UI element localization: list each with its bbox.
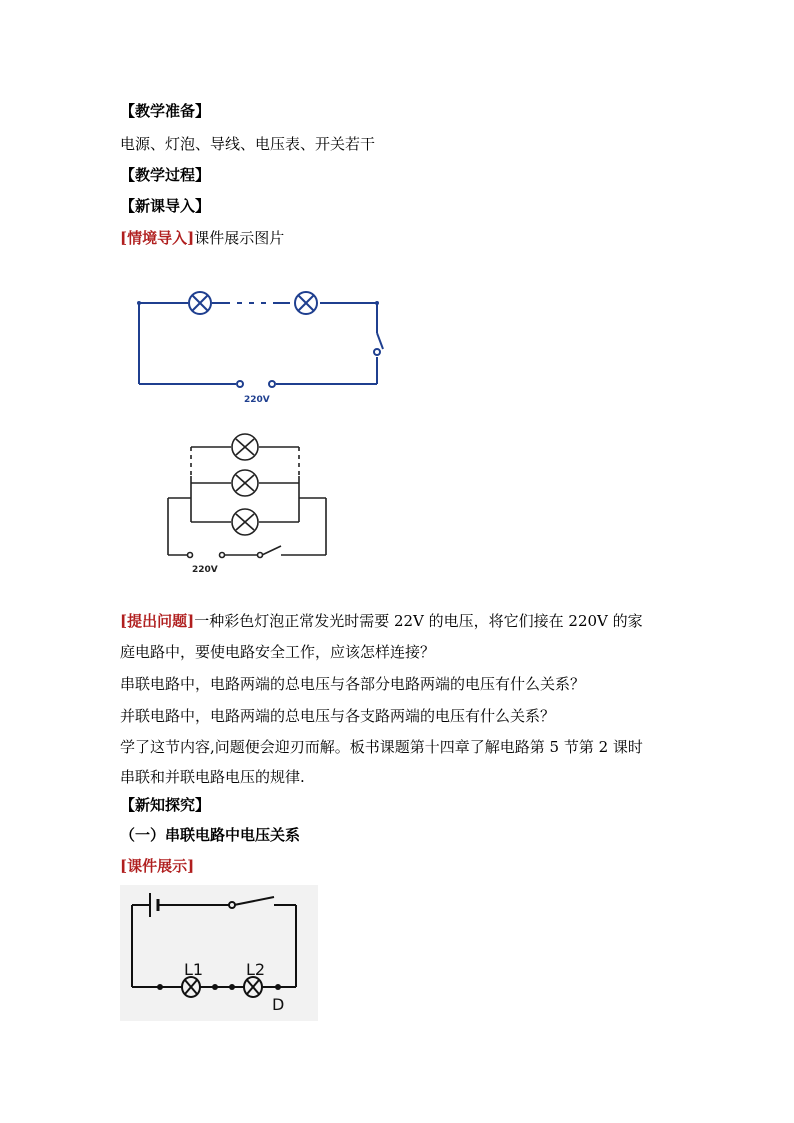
switch-blade xyxy=(377,333,383,349)
node xyxy=(212,984,218,990)
switch-contact xyxy=(229,902,235,908)
subheading-series-voltage: （一）串联电路中电压关系 xyxy=(120,826,301,844)
lamp-l2-label: L2 xyxy=(246,960,266,979)
voltage-label: 220V xyxy=(192,565,218,575)
switch-contact xyxy=(258,553,263,558)
intro-heading: 【新课导入】 xyxy=(120,197,211,215)
process-heading: 【教学过程】 xyxy=(120,166,211,184)
node xyxy=(275,984,281,990)
lesson-line-1: 学了这节内容,问题便会迎刃而解。板书课题第十四章了解电路第 5 节第 2 课时 xyxy=(120,738,643,756)
terminal xyxy=(188,553,193,558)
node xyxy=(375,301,379,305)
scenario-tag: [情境导入] xyxy=(120,229,195,247)
parallel-lamps-circuit-diagram xyxy=(160,428,340,578)
l1-l2-series-circuit-diagram xyxy=(120,885,318,1021)
prep-heading: 【教学准备】 xyxy=(120,102,211,120)
terminal xyxy=(269,381,275,387)
terminal xyxy=(237,381,243,387)
node xyxy=(157,984,163,990)
question-paragraph xyxy=(120,611,643,631)
node xyxy=(137,301,141,305)
question-tag: [提出问题] xyxy=(120,612,195,630)
series-question: 串联电路中，电路两端的总电压与各部分电路两端的电压有什么关系？ xyxy=(120,675,586,693)
switch-blade xyxy=(262,546,281,555)
parallel-question: 并联电路中，电路两端的总电压与各支路两端的电压有什么关系？ xyxy=(120,707,556,725)
point-d-label: D xyxy=(272,995,285,1014)
explore-heading: 【新知探究】 xyxy=(120,796,211,814)
terminal xyxy=(220,553,225,558)
switch-contact xyxy=(374,349,380,355)
scenario-paragraph xyxy=(120,228,284,248)
question-line-2: 庭电路中，要使电路安全工作，应该怎样连接？ xyxy=(120,643,436,661)
series-lamps-circuit-diagram xyxy=(130,285,390,410)
prep-items: 电源、灯泡、导线、电压表、开关若干 xyxy=(120,135,376,153)
scenario-text: 课件展示图片 xyxy=(194,229,285,247)
question-line-1: 一种彩色灯泡正常发光时需要 22V 的电压，将它们接在 220V 的家 xyxy=(194,612,643,630)
node xyxy=(229,984,235,990)
courseware-tag: [课件展示] xyxy=(120,857,195,875)
lamp-l1-label: L1 xyxy=(184,960,204,979)
voltage-label: 220V xyxy=(244,395,270,405)
lesson-line-2: 串联和并联电路电压的规律. xyxy=(120,768,305,786)
